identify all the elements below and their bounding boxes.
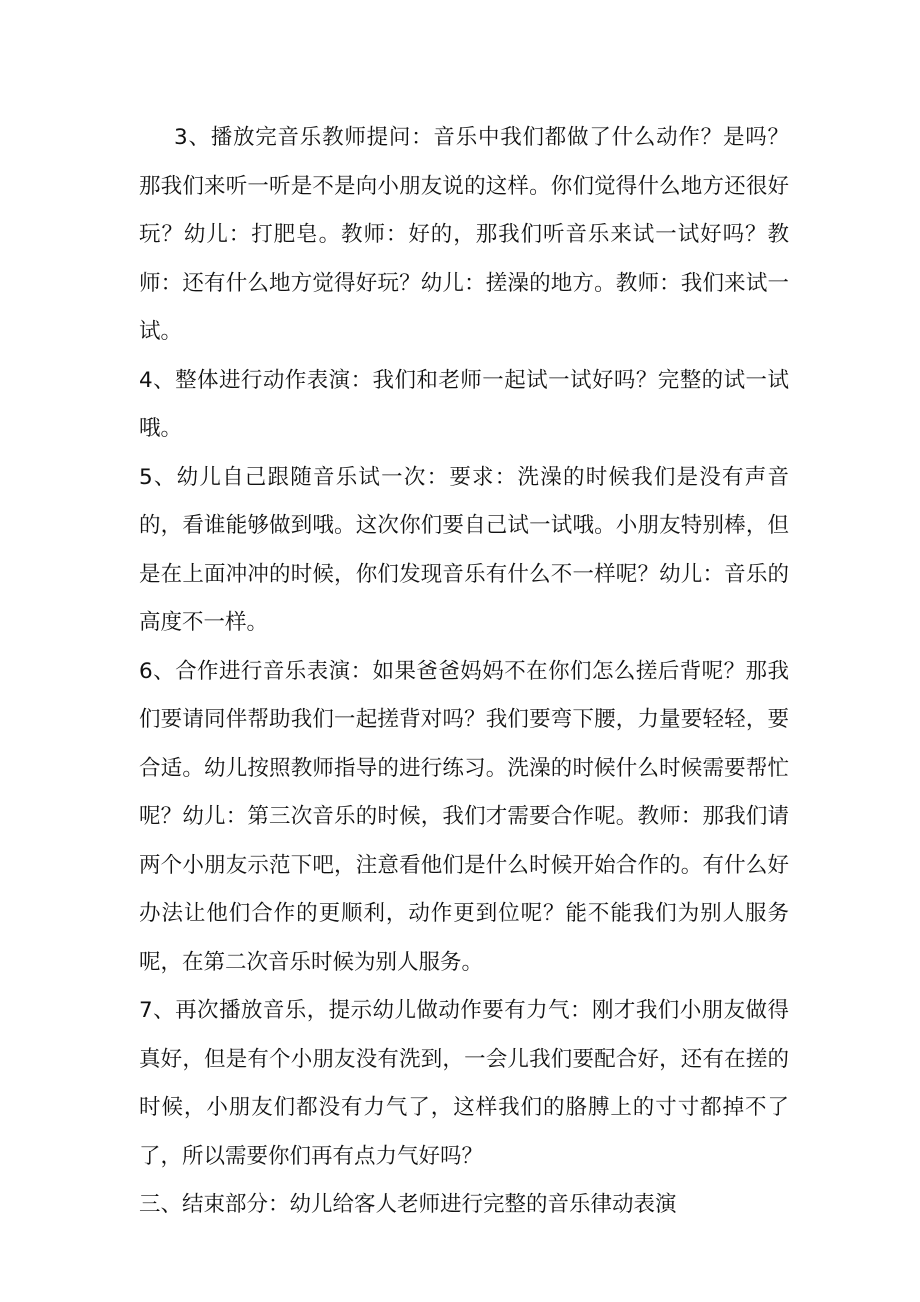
paragraph-step-7: 7、再次播放音乐，提示幼儿做动作要有力气：刚才我们小朋友做得真好，但是有个小朋友没有洗到，一会儿我们要配合好，还有在搓的时候，小朋友们都没有力气了，这样我们的胳膊上的寸寸都掉不了了，所以需要你们再有点力气好吗？ (139, 998, 789, 1169)
paragraph-step-3: 3、播放完音乐教师提问：音乐中我们都做了什么动作？是吗？那我们来听一听是不是向小朋友说的这样。你们觉得什么地方还很好玩？幼儿：打肥皂。教师：好的，那我们听音乐来试一试好吗？教师：还有什么地方觉得好玩？幼儿：搓澡的地方。教师：我们来试一试。 (139, 125, 789, 344)
paragraph-step-5: 5、幼儿自己跟随音乐试一次：要求：洗澡的时候我们是没有声音的，看谁能够做到哦。这次你们要自己试一试哦。小朋友特别棒，但是在上面冲冲的时候，你们发现音乐有什么不一样呢？幼儿：音乐的高度不一样。 (139, 464, 789, 635)
document-body (139, 114, 789, 1230)
paragraph-step-6: 6、合作进行音乐表演：如果爸爸妈妈不在你们怎么搓后背呢？那我们要请同伴帮助我们一起搓背对吗？我们要弯下腰，力量要轻轻，要合适。幼儿按照教师指导的进行练习。洗澡的时候什么时候需要帮忙呢？幼儿：第三次音乐的时候，我们才需要合作呢。教师：那我们请两个小朋友示范下吧，注意看他们是什么时候开始合作的。有什么好办法让他们合作的更顺利，动作更到位呢？能不能我们为别人服务呢，在第二次音乐时候为别人服务。 (139, 658, 789, 975)
paragraph-ending-section: 三、结束部分：幼儿给客人老师进行完整的音乐律动表演 (139, 1192, 677, 1217)
paragraph-step-4: 4、整体进行动作表演：我们和老师一起试一试好吗？完整的试一试哦。 (139, 367, 789, 441)
